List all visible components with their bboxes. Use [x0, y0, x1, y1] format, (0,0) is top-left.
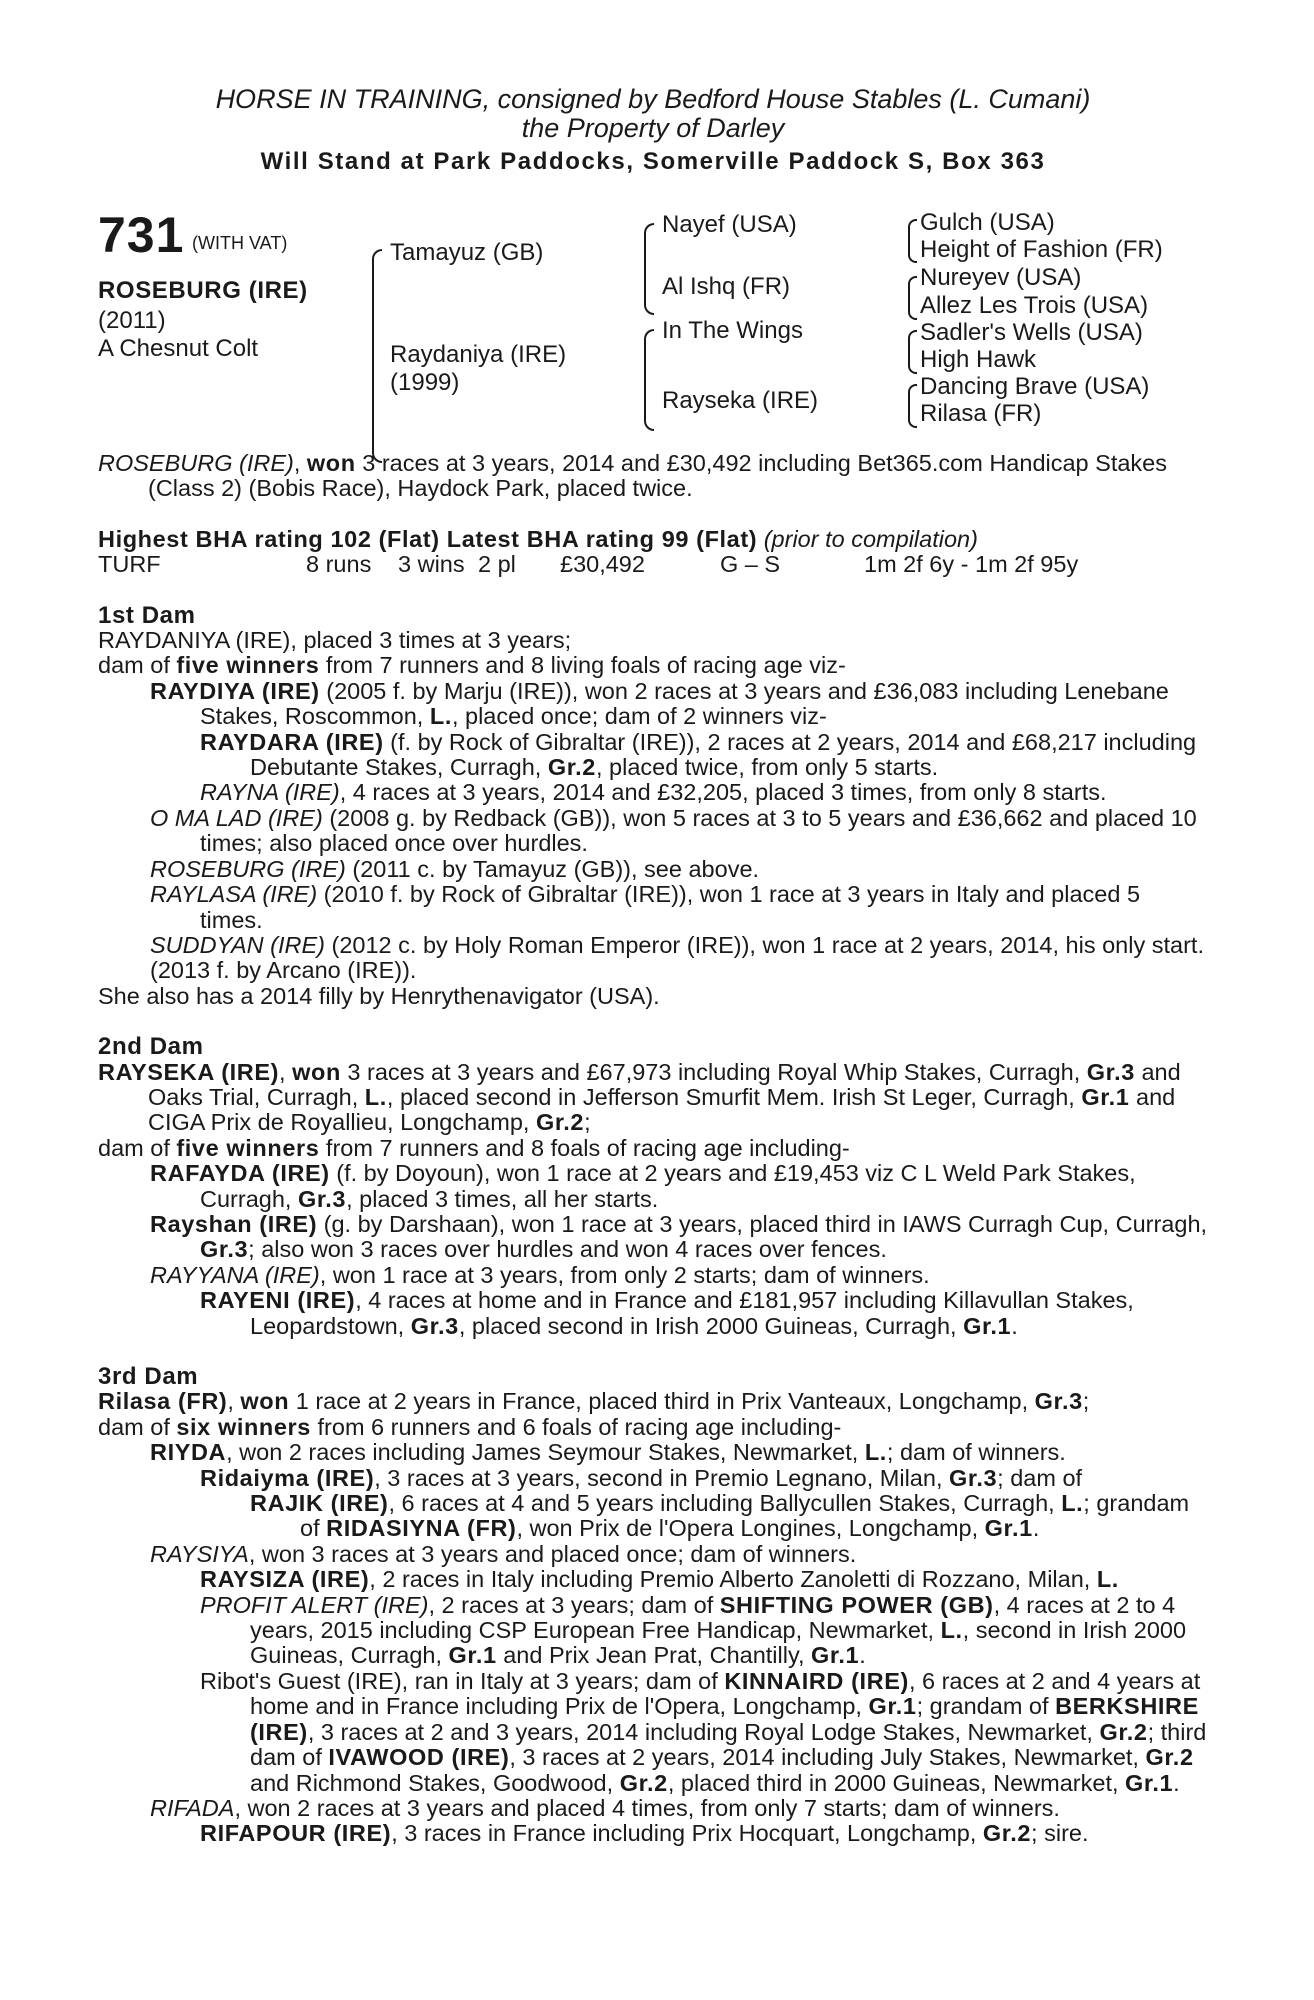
text-run: , — [279, 1058, 293, 1085]
text-run: Gr.3 — [1086, 1058, 1135, 1085]
text-run: . — [1011, 1312, 1018, 1339]
progeny-entry — [150, 679, 1208, 730]
dam-note: She also has a 2014 filly by Henrythenavigator (USA). — [98, 982, 660, 1009]
text-run: , 2 races at 3 years; dam of — [428, 1591, 720, 1618]
text-run: , won Prix de l'Opera Longines, Longchamp, — [516, 1515, 985, 1542]
text-run: from 7 runners and 8 foals of racing age including- — [319, 1134, 850, 1161]
progeny-entry — [150, 806, 1208, 857]
dam-dam: Rayseka (IRE) — [662, 387, 819, 414]
text-run: (f. by Rock of Gibraltar (IRE)), 2 races at 2 years, 2014 and £68,217 including Debutante Stakes, Curragh, — [250, 728, 1197, 781]
text-run: ; third dam of — [250, 1718, 1207, 1771]
text-run: (2010 f. by Rock of Gibraltar (IRE)), won 1 race at 3 years in Italy and placed 5 times. — [200, 881, 1141, 933]
ancestor-name: Sadler's Wells (USA) — [920, 319, 1143, 346]
text-run: ; grandam of — [916, 1693, 1056, 1720]
text-run: L. — [1061, 1490, 1084, 1517]
text-run: , won 1 race at 3 years, from only 2 starts; dam of winners. — [319, 1261, 930, 1288]
pedigree-bracket — [908, 219, 917, 263]
text-run: RIDASIYNA (FR) — [326, 1515, 517, 1542]
catalogue-page — [98, 85, 1208, 1847]
text-run: dam of — [98, 1134, 177, 1161]
race-summary: ROSEBURG (IRE), won 3 races at 3 years, 2014 and £30,492 including Bet365.com Handicap Stakes (Class 2) (Bobis Race), Haydock Park, placed twice. Highest BHA rating 102 (Flat) Latest BHA rating 99 (Flat) (prior to compilation) TURF 8 runs 3 wins 2 pl £30,492 G – S 1m 2f 6y - 1m 2f 95y — [98, 451, 1208, 578]
pedigree-block — [98, 207, 1208, 447]
text-run: , won 2 races including James Seymour Stakes, Newmarket, — [226, 1439, 865, 1466]
progeny-entry — [200, 1567, 1208, 1592]
text-run: RAJIK (IRE) — [250, 1490, 389, 1517]
text-run: Gr.3 — [1034, 1388, 1083, 1415]
ancestor-name: Gulch (USA) — [920, 209, 1055, 236]
text-run: Rayshan (IRE) — [150, 1210, 318, 1237]
first-dam-section — [98, 603, 1208, 1010]
pedigree-bracket — [908, 384, 917, 428]
text-run: RAYNA (IRE) — [200, 779, 340, 806]
progeny-entry — [200, 1593, 1208, 1669]
text-run: (2012 c. by Holy Roman Emperor (IRE)), won 1 race at 2 years, 2014, his only start. — [324, 931, 1204, 958]
text-run: (f. by Doyoun), won 1 race at 2 years and £19,453 viz C L Weld Park Stakes, Curragh, — [200, 1160, 1136, 1212]
text-run: , won 2 races at 3 years and placed 4 times, from only 7 starts; dam of winners. — [234, 1794, 1060, 1821]
text-run: , 4 races at home and in France and £181,957 including Killavullan Stakes, Leopardstown, — [250, 1287, 1134, 1339]
text-run: L. — [364, 1083, 387, 1110]
third-dam-section — [98, 1364, 1208, 1847]
text-run: (g. by Darshaan), won 1 race at 3 years, placed third in IAWS Curragh Cup, Curragh, — [317, 1210, 1208, 1237]
text-run: dam of — [98, 652, 177, 679]
text-run: Gr.2 — [619, 1769, 668, 1796]
text-run: , placed third in 2000 Guineas, Newmarket, — [667, 1769, 1126, 1796]
location-line: Will Stand at Park Paddocks, Somerville Paddock S, Box 363 — [260, 148, 1046, 175]
text-run: Gr.1 — [1125, 1769, 1174, 1796]
progeny-entry — [150, 1796, 1208, 1821]
consignor-line: HORSE IN TRAINING, consigned by Bedford House Stables (L. Cumani) — [215, 84, 1091, 114]
text-run: RAYENI (IRE) — [200, 1287, 356, 1314]
text-run: L. — [1096, 1566, 1119, 1593]
first-dam-heading: 1st Dam — [98, 601, 196, 629]
pedigree-bracket — [644, 223, 654, 315]
text-run: KINNAIRD (IRE) — [724, 1667, 909, 1694]
ancestor-name: Height of Fashion (FR) — [920, 236, 1163, 263]
dam-line — [98, 653, 1208, 678]
summary-text: 3 races at 3 years, 2014 and £30,492 including Bet365.com Handicap Stakes (Class 2) (Bobis Race), Haydock Park, placed twice. — [148, 450, 1167, 502]
progeny-entry — [200, 780, 1208, 805]
progeny-entry — [150, 933, 1208, 958]
text-run: won — [240, 1388, 290, 1415]
dam-sire: In The Wings — [662, 317, 803, 344]
text-run: Gr.2 — [535, 1109, 585, 1136]
text-run: , — [227, 1388, 241, 1415]
text-run: RAYSEKA (IRE) — [98, 1058, 280, 1085]
dam-line — [98, 1136, 1208, 1161]
text-run: RAFAYDA (IRE) — [150, 1160, 330, 1187]
text-run: BERKSHIRE (IRE) — [250, 1693, 1199, 1745]
text-run: and Richmond Stakes, Goodwood, — [250, 1769, 620, 1796]
pedigree-bracket — [908, 330, 917, 374]
sire-dam: Al Ishq (FR) — [662, 273, 791, 300]
text-run: , placed once; dam of 2 winners viz- — [451, 703, 827, 730]
text-run: ; grandam of — [300, 1490, 1190, 1542]
text-run: Gr.1 — [811, 1642, 860, 1669]
text-run: , 3 races in France including Prix Hocquart, Longchamp, — [391, 1820, 983, 1847]
text-run: Gr.3 — [949, 1464, 998, 1491]
progeny-entry — [150, 882, 1208, 933]
text-run: , 6 races at 4 and 5 years including Ballycullen Stakes, Curragh, — [388, 1490, 1062, 1517]
text-run: from 7 runners and 8 living foals of racing age viz- — [319, 652, 846, 679]
third-dam-heading: 3rd Dam — [98, 1363, 199, 1390]
text-run: , 2 races in Italy including Premio Alberto Zanoletti di Rozzano, Milan, — [369, 1566, 1097, 1593]
text-run: and Oaks Trial, Curragh, — [148, 1058, 1181, 1110]
text-run: RIFADA — [150, 1794, 235, 1821]
ancestor-name: Rilasa (FR) — [920, 400, 1042, 427]
text-run: , 3 races at 2 and 3 years, 2014 including Royal Lodge Stakes, Newmarket, — [307, 1718, 1100, 1745]
lot-number: 731 — [98, 207, 185, 263]
text-run: and CIGA Prix de Royallieu, Longchamp, — [148, 1083, 1176, 1136]
turf-going: G – S — [720, 551, 781, 578]
text-run: Rilasa (FR) — [98, 1388, 228, 1415]
progeny-entry — [200, 1466, 1208, 1491]
text-run: 3 races at 3 years and £67,973 including Royal Whip Stakes, Curragh, — [340, 1058, 1087, 1085]
progeny-entry — [150, 1440, 1208, 1465]
turf-placed: 2 pl — [478, 551, 516, 578]
dam-line — [98, 1389, 1208, 1414]
text-run: (2008 g. by Redback (GB)), won 5 races at 3 to 5 years and £36,662 and placed 10 times; also placed once over hurdles. — [200, 804, 1197, 857]
text-run: won — [292, 1058, 341, 1085]
text-run: Gr.3 — [410, 1312, 459, 1339]
text-run: ROSEBURG (IRE) — [150, 855, 346, 882]
text-run: ; — [1082, 1388, 1090, 1415]
turf-prize: £30,492 — [560, 551, 645, 578]
text-run: ; dam of — [997, 1464, 1083, 1491]
ancestor-name: Dancing Brave (USA) — [920, 373, 1150, 400]
summary-won: won — [306, 450, 356, 476]
text-run: RIYDA — [150, 1439, 227, 1466]
text-run: (2005 f. by Marju (IRE)), won 2 races at 3 years and £36,083 including Lenebane Stakes, Roscommon, — [200, 677, 1169, 730]
text-run: Gr.1 — [448, 1642, 497, 1669]
second-dam-section — [98, 1034, 1208, 1339]
bha-rating: Highest BHA rating 102 (Flat) Latest BHA rating 99 (Flat) — [98, 525, 758, 552]
progeny-entry — [150, 1161, 1208, 1212]
text-run: , won 3 races at 3 years and placed once; dam of winners. — [248, 1540, 857, 1567]
turf-runs: 8 runs — [306, 551, 372, 578]
text-run: five winners — [176, 1134, 320, 1161]
foaling-year: (2011) — [98, 307, 166, 334]
pedigree-bracket — [908, 276, 917, 320]
text-run: PROFIT ALERT (IRE) — [200, 1591, 429, 1618]
text-run: Gr.3 — [200, 1236, 249, 1263]
text-run: five winners — [176, 652, 320, 679]
ancestor-name: Nureyev (USA) — [920, 264, 1082, 291]
text-run: Gr.3 — [297, 1185, 347, 1212]
text-run: six winners — [176, 1413, 311, 1440]
text-run: RIFAPOUR (IRE) — [200, 1820, 392, 1847]
text-run: RAYLASA (IRE) — [150, 881, 318, 908]
text-run: , 6 races at 2 and 4 years at home and in France including Prix de l'Opera, Longchamp, — [250, 1667, 1201, 1720]
progeny-entry — [200, 1669, 1208, 1796]
text-run: , 3 races at 3 years, second in Premio Legnano, Milan, — [374, 1464, 950, 1491]
text-run: . — [859, 1642, 866, 1669]
progeny-entry — [150, 1212, 1208, 1263]
progeny-entry — [200, 1821, 1208, 1846]
text-run: Gr.1 — [868, 1693, 917, 1720]
text-run: L. — [864, 1439, 887, 1466]
text-run: IVAWOOD (IRE) — [328, 1744, 510, 1771]
text-run: SHIFTING POWER (GB) — [719, 1591, 994, 1618]
second-dam-heading: 2nd Dam — [98, 1033, 204, 1061]
text-run: Ridaiyma (IRE) — [200, 1464, 375, 1491]
text-run: (2011 c. by Tamayuz (GB)), see above. — [345, 855, 760, 882]
rating-note: (prior to compilation) — [763, 525, 978, 552]
dam-name: Raydaniya (IRE) — [390, 341, 567, 368]
text-run: ; sire. — [1031, 1820, 1089, 1847]
pedigree-bracket — [644, 329, 654, 431]
text-run: from 6 runners and 6 foals of racing age including- — [310, 1413, 842, 1440]
turf-label: TURF — [98, 551, 161, 578]
text-run: and Prix Jean Prat, Chantilly, — [496, 1642, 812, 1669]
sire-name: Tamayuz (GB) — [390, 239, 544, 266]
text-run: SUDDYAN (IRE) — [150, 931, 325, 958]
horse-name: ROSEBURG (IRE) — [98, 277, 308, 304]
text-run: , 3 races at 2 years, 2014 including July Stakes, Newmarket, — [509, 1744, 1146, 1771]
text-run: RAYSIYA — [150, 1540, 249, 1567]
horse-description: A Chesnut Colt — [98, 335, 259, 362]
progeny-entry — [150, 1542, 1208, 1567]
progeny-entry — [150, 857, 1208, 882]
progeny-entry — [200, 730, 1208, 781]
text-run: L. — [429, 703, 452, 730]
text-run: , 4 races at 3 years, 2014 and £32,205, placed 3 times, from only 8 starts. — [339, 779, 1107, 806]
progeny-entry — [150, 1263, 1208, 1288]
dam-line — [98, 1415, 1208, 1440]
property-line: the Property of Darley — [521, 113, 785, 143]
text-run: 1 race at 2 years in France, placed third in Prix Vanteaux, Longchamp, — [289, 1388, 1035, 1415]
ancestor-name: Allez Les Trois (USA) — [920, 292, 1149, 319]
progeny-entry: (2013 f. by Arcano (IRE)). — [150, 957, 417, 984]
text-run: O MA LAD (IRE) — [150, 804, 323, 831]
text-run: Gr.2 — [982, 1820, 1032, 1847]
dam-line: RAYDANIYA (IRE), placed 3 times at 3 years; — [98, 627, 572, 654]
turf-wins: 3 wins — [398, 551, 465, 578]
text-run: , placed twice, from only 5 starts. — [595, 754, 939, 781]
text-run: , 4 races at 2 to 4 years, 2015 including CSP European Free Handicap, Newmarket, — [250, 1591, 1176, 1644]
progeny-entry — [200, 1288, 1208, 1339]
text-run: ; dam of winners. — [886, 1439, 1066, 1466]
progeny-entry — [250, 1491, 1208, 1542]
text-run: dam of — [98, 1413, 177, 1440]
text-run: RAYDIYA (IRE) — [150, 677, 320, 704]
turf-distance: 1m 2f 6y - 1m 2f 95y — [864, 551, 1079, 578]
sire-sire: Nayef (USA) — [662, 211, 797, 238]
vat-note: (WITH VAT) — [192, 233, 288, 253]
text-run: Gr.1 — [963, 1312, 1012, 1339]
text-run: Gr.2 — [1099, 1718, 1148, 1745]
text-run: . — [1173, 1769, 1180, 1796]
summary-name: ROSEBURG (IRE) — [98, 450, 294, 476]
dam-line — [98, 1060, 1208, 1136]
text-run: RAYYANA (IRE) — [150, 1261, 320, 1288]
text-run: . — [1032, 1515, 1040, 1542]
text-run: RAYSIZA (IRE) — [200, 1566, 370, 1593]
text-run: RAYDARA (IRE) — [200, 728, 384, 755]
pedigree-bracket — [372, 249, 382, 463]
dam-year: (1999) — [390, 369, 460, 396]
text-run: Gr.2 — [1145, 1744, 1194, 1771]
text-run: , second in Irish 2000 Guineas, Curragh, — [250, 1617, 1187, 1669]
text-run: , placed second in Irish 2000 Guineas, Curragh, — [458, 1312, 964, 1339]
text-run: ; also won 3 races over hurdles and won 4 races over fences. — [248, 1236, 887, 1263]
ancestor-name: High Hawk — [920, 346, 1037, 373]
text-run: Gr.2 — [547, 754, 596, 781]
text-run: , placed second in Jefferson Smurfit Mem. Irish St Leger, Curragh, — [386, 1083, 1082, 1110]
turf-record — [98, 552, 1208, 577]
text-run: ; — [584, 1109, 591, 1136]
text-run: L. — [940, 1617, 963, 1644]
text-run: Gr.1 — [1081, 1083, 1130, 1110]
text-run: Ribot's Guest (IRE), ran in Italy at 3 years; dam of — [200, 1667, 725, 1694]
text-run: , placed 3 times, all her starts. — [346, 1185, 659, 1212]
text-run: Gr.1 — [984, 1515, 1033, 1542]
